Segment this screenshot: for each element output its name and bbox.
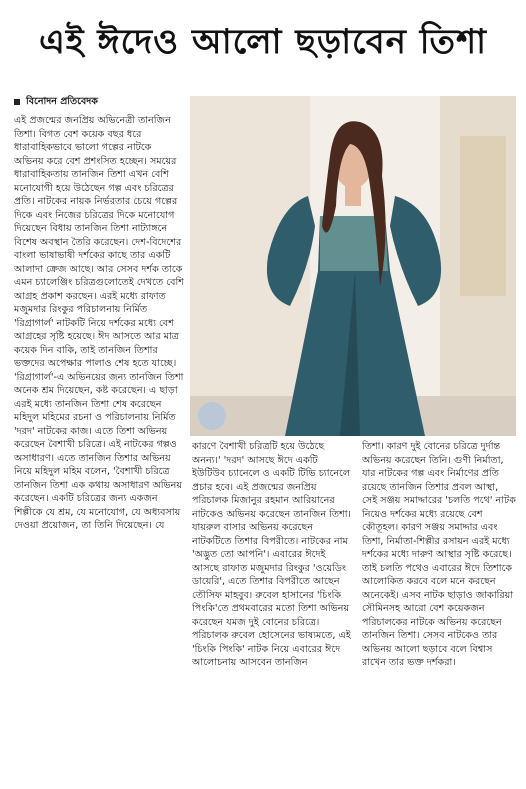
byline-text: বিনোদন প্রতিবেদক (26, 95, 98, 107)
article-column-1: এই প্রজন্মের জনপ্রিয় অভিনেত্রী তানজিন তিশা। বিগত বেশ কয়েক বছর ধরে ধারাবাহিকভাবে ভালো গল্পের নাটকে অভিনয় করে বেশ প্রশংসিত হচ্ছেন। সময়ের ধারাবাহিকতায় তানজিন তিশা এখন বেশি মনোযোগী হয়ে উঠেছেন গল্প এবং চরিত্রের প্রতি। নাটকের নায়ক নির্ভরতার চেয়ে গল্পের দিকে এবং নিজের চরিত্রের দিকে মনোযোগ দিয়েছেন বিধায় তানজিন তিশা নাট্যাঙ্গনে বিশেষ অবস্থান তৈরি করেছেন। দেশ-বিদেশের বাংলা ভাষাভাষী দর্শকের কাছে তার একটি আলাদা ক্রেজ আছে। আর সেসব দর্শক তাকে এমন চ্যালেঞ্জিং চরিত্রগুলোতেই দেখতে বেশি আগ্রহ প্রকাশ করছেন। এরই মধ্যে রাফাত মজুমদার রিংকুর পরিচালনায় নির্মিত 'রিগ্রাগার্ল' নাটকটি নিয়ে দর্শকের মধ্যে বেশ আগ্রহের সৃষ্টি হয়েছে। ঈদ আসতে আর মাত্র কয়েক দিন বাকি, তাই তানজিন তিশার ভক্তদের অপেক্ষার পালাও শেষ হতে যাচ্ছে। 'রিগ্রাগার্ল'-এ অভিনয়ের জন্য তানজিন তিশা অনেক শ্রম দিয়েছেন, কষ্ট করেছেন। এ ছাড়া এরই মধ্যে তানজিন তিশা শেষ করেছেন মহিদুল মহিমের রচনা ও পরিচালনায় নির্মিত 'দরদ' নাটকের কাজ। এতে তিশা অভিনয় করেছেন বৈশাখী চরিত্রে। এই নাটকের গল্পও অসাধারণ। এতে তানজিন তিশার অভিনয় নিয়ে মহিদুল মহিম বলেন, 'বৈশাখী চরিত্রে তানজিন তিশা এক কথায় অসাধারণ অভিনয় করেছেন। একটি চরিত্রের জন্য একজন শিল্পীকে যে শ্রম, যে মনোযোগ, যে অধ্যবসায় দেওয়া প্রয়োজন, তা তিনি দিয়েছেন। যে (14, 115, 184, 531)
photo-frame (460, 136, 506, 296)
article-column-3: তিশা। কারণ দুই বোনের চরিত্রে দুর্দান্ত অভিনয় করেছেন তিনি। গুণী নির্মাতা, যার নাটকের গল্প এবং নির্মাণের প্রতি রয়েছে তানজিন তিশার প্রবল আস্থা, সেই সঞ্জয় সমাদ্দারের 'চলতি পথে' নাটক নিয়েও দর্শকের মধ্যে রয়েছে বেশ কৌতূহল। কারণ সঞ্জয় সমাদ্দার এবং তিশা, নির্মাতা-শিল্পীর রসায়ন এরই মধ্যে দর্শকের মধ্যে দারুণ আস্থার সৃষ্টি করেছে। তাই চলতি পথেও এবারের ঈদে তিশাকে আলোকিত করবে বলে মনে করছেন অনেকেই। এসব নাটক ছাড়াও জাকারিয়া সৌমিনসহ আরো বেশ কয়েকজন পরিচালকের নাটকে অভিনয় করেছেন তানজিন তিশা। সেসব নাটকেও তার অভিনয় আলো ছড়াবে বলে বিশ্বাস রাখেন তার ভক্ত দর্শকরা। (362, 441, 516, 668)
article-photo (190, 96, 516, 436)
photo-illustration (190, 96, 516, 436)
photo-flowers (198, 402, 226, 430)
headline: এই ঈদেও আলো ছড়াবেন তিশা (39, 21, 487, 62)
byline (14, 95, 98, 109)
article-column-2: কারণে বৈশাখী চরিত্রটি হয়ে উঠেছে অনন্য।' 'দরদ' আসছে ঈদে একটি ইউটিউব চ্যানেলে ও একটি টিভি চ্যানেলে প্রচার হবে। এই প্রজন্মের জনপ্রিয় পরিচালক মিজানুর রহমান আরিয়ানের নাটকেও অভিনয় করেছেন তানজিন তিশা। যায়রুল বাসার অভিনয় করেছেন নাটকটিতে তিশার বিপরীতে। নাটকের নাম 'অদ্ভুত তো আপনি'। এবারের ঈদেই আসছে রাফাত মজুমদার রিংকুর 'ওয়েডিং ডায়েরি', এতে তিশার বিপরীতে আছেন তৌসিফ মাহবুব। রুবেল হাসানের 'চিংকি পিংকি'তে প্রথমবারের মতো তিশা অভিনয় করেছেন যমজ দুই বোনের চরিত্রে। পরিচালক রুবেল হোসেনের ভাষ্যমতে, এই 'চিংকি পিংকি' নাটক নিয়ে এবারের ঈদে আলোচনায় আসবেন তানজিন (192, 441, 351, 668)
byline-bullet-icon (14, 99, 20, 105)
